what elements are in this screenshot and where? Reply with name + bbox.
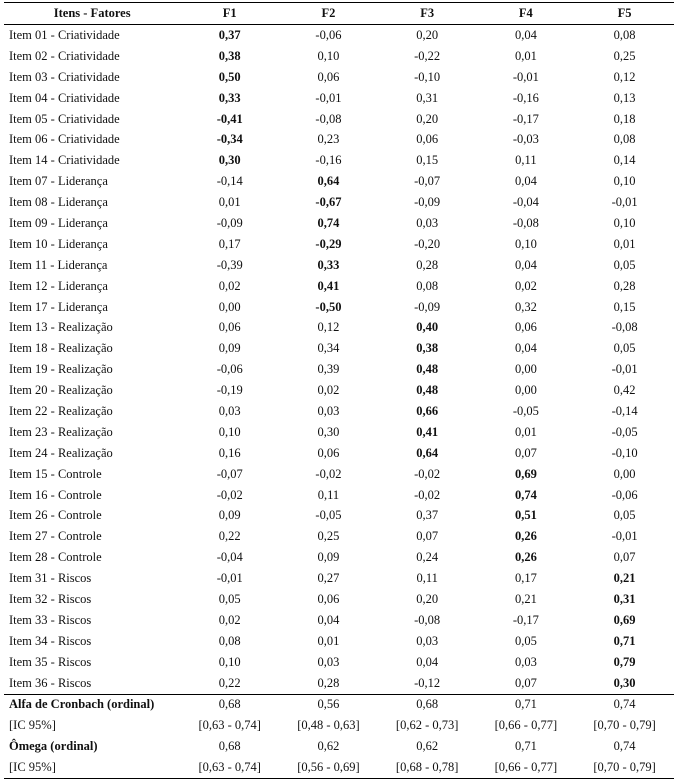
cell-f2: 0,34	[317, 341, 340, 356]
cell-f5: 0,01	[613, 236, 636, 251]
cell-f2: 0,30	[317, 424, 340, 439]
cell-f4: 0,07	[514, 675, 537, 690]
cell-f3: -0,02	[414, 487, 441, 502]
cell-f3: 0,03	[416, 633, 439, 648]
cell-f1: -0,19	[216, 383, 243, 398]
cell-f1: 0,05	[218, 591, 241, 606]
cell-f4: -0,05	[512, 403, 539, 418]
cell-f2: 0,03	[317, 403, 340, 418]
cell-f1: 0,02	[218, 612, 241, 627]
cell-f4: -0,17	[512, 111, 539, 126]
table-row	[4, 88, 674, 109]
table-row	[4, 505, 674, 526]
table-row	[4, 652, 674, 673]
header-row	[4, 3, 674, 25]
cell-f4: 0,00	[514, 383, 537, 398]
cell-f4: 0,69	[514, 466, 537, 481]
footer-cell-f2: 0,62	[317, 739, 340, 754]
cell-f3: 0,20	[416, 591, 439, 606]
cell-f3: 0,40	[416, 320, 439, 335]
cell-f5: 0,25	[613, 48, 636, 63]
cell-f2: 0,41	[317, 278, 340, 293]
cell-f2: -0,16	[315, 153, 342, 168]
cell-f4: 0,21	[514, 591, 537, 606]
table-row	[4, 213, 674, 234]
cell-f1: 0,02	[218, 278, 241, 293]
cell-f3: 0,07	[416, 529, 439, 544]
row-label: Item 11 - Liderança	[9, 257, 108, 272]
cell-f3: -0,08	[414, 612, 441, 627]
footer-row	[4, 694, 674, 715]
footer-cell-f2: [0,48 - 0,63]	[297, 718, 360, 733]
cell-f1: 0,17	[218, 236, 241, 251]
cell-f5: 0,79	[613, 654, 636, 669]
footer-cell-f1: 0,68	[218, 739, 241, 754]
cell-f2: -0,01	[315, 90, 342, 105]
footer-cell-f5: [0,70 - 0,79]	[593, 718, 656, 733]
cell-f5: -0,06	[611, 487, 638, 502]
cell-f2: 0,11	[317, 487, 340, 502]
cell-f3: 0,48	[416, 362, 439, 377]
row-label: Item 04 - Criatividade	[9, 90, 120, 105]
cell-f3: 0,37	[416, 508, 439, 523]
cell-f5: 0,31	[613, 591, 636, 606]
cell-f5: 0,69	[613, 612, 636, 627]
footer-cell-f4: 0,71	[514, 739, 537, 754]
row-label: Item 26 - Controle	[9, 508, 102, 523]
row-label: Item 34 - Riscos	[9, 633, 92, 648]
table-row	[4, 109, 674, 130]
footer-label: [IC 95%]	[9, 718, 56, 733]
row-label: Item 35 - Riscos	[9, 654, 92, 669]
cell-f5: -0,08	[611, 320, 638, 335]
table-row	[4, 297, 674, 318]
cell-f5: 0,28	[613, 278, 636, 293]
cell-f3: 0,11	[416, 571, 438, 586]
cell-f1: 0,38	[218, 48, 241, 63]
row-label: Item 12 - Liderança	[9, 278, 108, 293]
cell-f1: -0,06	[216, 362, 243, 377]
table-row	[4, 547, 674, 568]
row-label: Item 16 - Controle	[9, 487, 102, 502]
cell-f1: 0,03	[218, 403, 241, 418]
table-body	[4, 25, 674, 779]
table-row	[4, 25, 674, 46]
row-label: Item 18 - Realização	[9, 341, 113, 356]
cell-f1: 0,30	[218, 153, 241, 168]
cell-f5: 0,08	[613, 132, 636, 147]
cell-f4: 0,02	[514, 278, 537, 293]
table-row	[4, 46, 674, 67]
cell-f4: 0,10	[514, 236, 537, 251]
row-label: Item 14 - Criatividade	[9, 153, 120, 168]
table-row	[4, 526, 674, 547]
row-label: Item 02 - Criatividade	[9, 48, 120, 63]
table-row	[4, 255, 674, 276]
cell-f2: 0,06	[317, 591, 340, 606]
table-row	[4, 150, 674, 171]
cell-f3: 0,06	[416, 132, 439, 147]
cell-f3: -0,07	[414, 174, 441, 189]
cell-f4: 0,74	[514, 487, 537, 502]
row-label: Item 32 - Riscos	[9, 591, 92, 606]
cell-f3: 0,24	[416, 550, 439, 565]
footer-cell-f5: 0,74	[613, 739, 636, 754]
cell-f3: 0,20	[416, 27, 439, 42]
cell-f4: 0,17	[514, 571, 537, 586]
cell-f5: 0,05	[613, 341, 636, 356]
cell-f4: 0,01	[514, 48, 537, 63]
cell-f5: 0,13	[613, 90, 636, 105]
footer-cell-f4: [0,66 - 0,77]	[477, 757, 576, 778]
cell-f3: 0,08	[416, 278, 439, 293]
footer-cell-f5: [0,70 - 0,79]	[575, 757, 674, 778]
cell-f5: 0,00	[613, 466, 636, 481]
cell-f5: -0,01	[611, 529, 638, 544]
row-label: Item 20 - Realização	[9, 383, 113, 398]
cell-f4: 0,00	[514, 362, 537, 377]
cell-f2: -0,02	[315, 466, 342, 481]
table-row	[4, 359, 674, 380]
cell-f3: 0,20	[416, 111, 439, 126]
cell-f4: 0,04	[514, 341, 537, 356]
cell-f4: 0,26	[514, 529, 537, 544]
cell-f4: 0,05	[514, 633, 537, 648]
row-label: Item 22 - Realização	[9, 403, 113, 418]
table-row	[4, 485, 674, 506]
cell-f1: 0,50	[218, 69, 241, 84]
cell-f4: -0,01	[512, 69, 539, 84]
row-label: Item 15 - Controle	[9, 466, 102, 481]
footer-cell-f1: [0,63 - 0,74]	[198, 718, 261, 733]
cell-f5: 0,10	[613, 215, 636, 230]
cell-f3: 0,28	[416, 257, 439, 272]
cell-f3: 0,64	[416, 445, 439, 460]
row-label: Item 09 - Liderança	[9, 215, 108, 230]
cell-f3: 0,03	[416, 215, 439, 230]
row-label: Item 33 - Riscos	[9, 612, 92, 627]
table-row	[4, 129, 674, 150]
header-items: Itens - Fatores	[4, 3, 180, 25]
cell-f2: -0,29	[315, 236, 342, 251]
row-label: Item 07 - Liderança	[9, 174, 108, 189]
cell-f5: 0,07	[613, 550, 636, 565]
cell-f5: -0,14	[611, 403, 638, 418]
cell-f2: 0,27	[317, 571, 340, 586]
cell-f5: 0,30	[613, 675, 636, 690]
cell-f2: -0,67	[315, 195, 342, 210]
cell-f2: 0,06	[317, 445, 340, 460]
cell-f4: 0,06	[514, 320, 537, 335]
footer-label: [IC 95%]	[4, 757, 180, 778]
cell-f3: 0,48	[416, 383, 439, 398]
cell-f2: 0,39	[317, 362, 340, 377]
cell-f1: 0,22	[218, 675, 241, 690]
cell-f1: 0,16	[218, 445, 241, 460]
table-row	[4, 610, 674, 631]
row-label: Item 10 - Liderança	[9, 236, 108, 251]
cell-f5: -0,01	[611, 362, 638, 377]
cell-f1: 0,01	[218, 195, 241, 210]
cell-f1: 0,10	[218, 424, 241, 439]
cell-f5: 0,42	[613, 383, 636, 398]
cell-f5: 0,21	[613, 571, 636, 586]
cell-f1: -0,34	[216, 132, 243, 147]
table-row	[4, 234, 674, 255]
row-label: Item 03 - Criatividade	[9, 69, 120, 84]
cell-f2: 0,06	[317, 69, 340, 84]
cell-f3: -0,09	[414, 195, 441, 210]
row-label: Item 05 - Criatividade	[9, 111, 120, 126]
table-row	[4, 192, 674, 213]
cell-f4: 0,03	[514, 654, 537, 669]
table-row	[4, 568, 674, 589]
footer-row	[4, 715, 674, 736]
table-row	[4, 673, 674, 694]
cell-f3: 0,38	[416, 341, 439, 356]
factor-loadings-table	[4, 2, 674, 779]
cell-f1: 0,22	[218, 529, 241, 544]
cell-f5: 0,05	[613, 508, 636, 523]
cell-f3: -0,02	[414, 466, 441, 481]
cell-f1: 0,09	[218, 508, 241, 523]
table-row	[4, 276, 674, 297]
cell-f1: 0,08	[218, 633, 241, 648]
footer-label: Alfa de Cronbach (ordinal)	[4, 694, 180, 715]
cell-f2: 0,74	[317, 215, 340, 230]
footer-cell-f3: [0,68 - 0,78]	[378, 757, 477, 778]
cell-f5: 0,08	[613, 27, 636, 42]
cell-f4: -0,16	[512, 90, 539, 105]
cell-f2: 0,10	[317, 48, 340, 63]
table-row	[4, 317, 674, 338]
footer-cell-f1: 0,68	[180, 694, 279, 715]
cell-f2: 0,12	[317, 320, 340, 335]
row-label: Item 23 - Realização	[9, 424, 113, 439]
footer-cell-f4: [0,66 - 0,77]	[494, 718, 558, 733]
cell-f1: 0,10	[218, 654, 241, 669]
header-f3: F3	[378, 3, 477, 25]
cell-f5: 0,14	[613, 153, 636, 168]
cell-f4: -0,04	[512, 195, 539, 210]
row-label: Item 06 - Criatividade	[9, 132, 120, 147]
cell-f4: 0,04	[514, 257, 537, 272]
cell-f2: 0,01	[317, 633, 340, 648]
row-label: Item 19 - Realização	[9, 362, 113, 377]
cell-f1: -0,07	[216, 466, 243, 481]
row-label: Item 17 - Liderança	[9, 299, 108, 314]
cell-f2: 0,23	[317, 132, 340, 147]
row-label: Item 27 - Controle	[9, 529, 102, 544]
table-row	[4, 171, 674, 192]
cell-f4: 0,04	[514, 27, 537, 42]
cell-f1: 0,00	[218, 299, 241, 314]
cell-f5: -0,01	[611, 195, 638, 210]
cell-f1: -0,39	[216, 257, 243, 272]
cell-f5: -0,10	[611, 445, 638, 460]
cell-f4: -0,08	[512, 215, 539, 230]
cell-f1: 0,09	[218, 341, 241, 356]
footer-cell-f2: 0,56	[279, 694, 378, 715]
row-label: Item 31 - Riscos	[9, 571, 92, 586]
cell-f3: -0,10	[414, 69, 441, 84]
row-label: Item 28 - Controle	[9, 550, 102, 565]
footer-cell-f3: 0,62	[416, 739, 439, 754]
row-label: Item 01 - Criatividade	[9, 27, 120, 42]
cell-f1: 0,33	[218, 90, 241, 105]
table-row	[4, 67, 674, 88]
cell-f5: 0,12	[613, 69, 636, 84]
table-row	[4, 464, 674, 485]
cell-f3: -0,20	[414, 236, 441, 251]
cell-f2: -0,05	[315, 508, 342, 523]
footer-cell-f3: 0,68	[378, 694, 477, 715]
cell-f5: -0,05	[611, 424, 638, 439]
table-row	[4, 422, 674, 443]
cell-f4: 0,32	[514, 299, 537, 314]
table-row	[4, 401, 674, 422]
cell-f3: -0,12	[414, 675, 441, 690]
cell-f4: 0,04	[514, 174, 537, 189]
footer-row	[4, 736, 674, 757]
table-row	[4, 443, 674, 464]
header-f5: F5	[575, 3, 674, 25]
cell-f2: 0,09	[317, 550, 340, 565]
footer-cell-f3: [0,62 - 0,73]	[395, 718, 459, 733]
footer-row	[4, 757, 674, 778]
cell-f5: 0,15	[613, 299, 636, 314]
header-f2: F2	[279, 3, 378, 25]
cell-f1: -0,04	[216, 550, 243, 565]
footer-cell-f5: 0,74	[575, 694, 674, 715]
cell-f2: 0,04	[317, 612, 340, 627]
cell-f2: 0,25	[317, 529, 340, 544]
row-label: Item 13 - Realização	[9, 320, 113, 335]
cell-f2: -0,08	[315, 111, 342, 126]
cell-f1: 0,37	[218, 27, 241, 42]
cell-f2: -0,50	[315, 299, 342, 314]
row-label: Item 08 - Liderança	[9, 195, 108, 210]
table-row	[4, 380, 674, 401]
header-f4: F4	[477, 3, 576, 25]
cell-f4: -0,17	[512, 612, 539, 627]
row-label: Item 36 - Riscos	[9, 675, 92, 690]
table-row	[4, 589, 674, 610]
cell-f2: 0,03	[317, 654, 340, 669]
row-label: Item 24 - Realização	[9, 445, 113, 460]
footer-cell-f2: [0,56 - 0,69]	[279, 757, 378, 778]
cell-f1: 0,06	[218, 320, 241, 335]
cell-f1: -0,14	[216, 174, 243, 189]
cell-f4: 0,01	[514, 424, 537, 439]
cell-f2: 0,28	[317, 675, 340, 690]
cell-f5: 0,71	[613, 633, 636, 648]
cell-f5: 0,18	[613, 111, 636, 126]
cell-f1: -0,09	[216, 215, 243, 230]
cell-f3: 0,15	[416, 153, 439, 168]
cell-f4: -0,03	[512, 132, 539, 147]
cell-f4: 0,51	[514, 508, 537, 523]
cell-f4: 0,11	[515, 153, 537, 168]
cell-f4: 0,07	[514, 445, 537, 460]
cell-f3: -0,22	[414, 48, 441, 63]
cell-f2: 0,02	[317, 383, 340, 398]
table-row	[4, 631, 674, 652]
cell-f3: 0,04	[416, 654, 439, 669]
cell-f2: 0,33	[317, 257, 340, 272]
cell-f3: 0,41	[416, 424, 439, 439]
cell-f2: 0,64	[317, 174, 340, 189]
footer-cell-f4: 0,71	[477, 694, 576, 715]
footer-label: Ômega (ordinal)	[9, 739, 98, 754]
table-row	[4, 338, 674, 359]
cell-f1: -0,01	[216, 571, 243, 586]
header-f1: F1	[180, 3, 279, 25]
cell-f3: 0,31	[416, 90, 439, 105]
cell-f4: 0,26	[514, 550, 537, 565]
cell-f1: -0,02	[216, 487, 243, 502]
cell-f3: 0,66	[416, 403, 439, 418]
cell-f1: -0,41	[216, 111, 243, 126]
cell-f3: -0,09	[414, 299, 441, 314]
cell-f5: 0,10	[613, 174, 636, 189]
cell-f5: 0,05	[613, 257, 636, 272]
footer-cell-f1: [0,63 - 0,74]	[180, 757, 279, 778]
cell-f2: -0,06	[315, 27, 342, 42]
